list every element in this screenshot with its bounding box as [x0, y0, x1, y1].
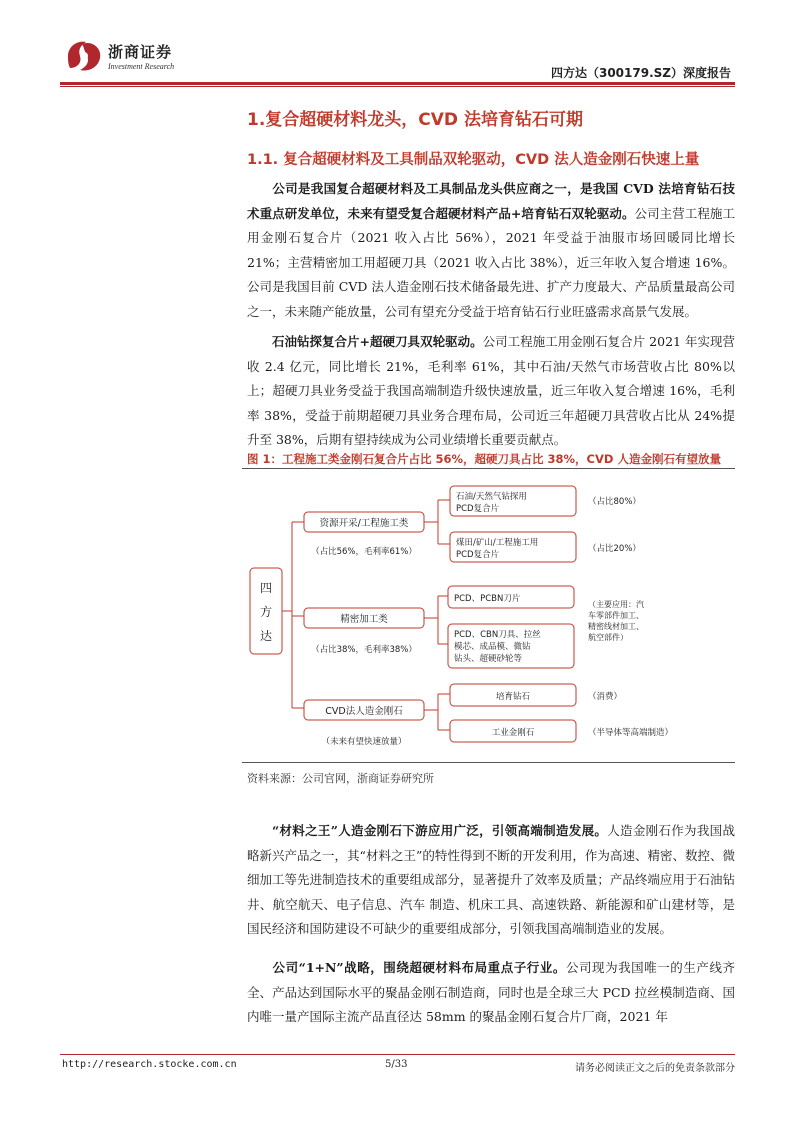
footer-disclaimer: 请务必阅读正文之后的免责条款部分: [575, 1063, 735, 1074]
section-heading: 1.复合超硬材料龙头，CVD 法培育钻石可期: [247, 110, 583, 130]
page-number: 5/33: [385, 1059, 408, 1070]
paragraph-material-king: [247, 819, 735, 942]
root-label-2: 方: [259, 605, 273, 619]
subsection-heading: 1.1. 复合超硬材料及工具制品双轮驱动，CVD 法人造金刚石快速上量: [247, 152, 700, 168]
header-divider-thin: [60, 86, 735, 87]
paragraph-body: 公司主营工程施工用金刚石复合片（2021 收入占比 56%），2021 年受益于油服市场回暖同比增长 21%；主营精密加工用超硬刀具（2021 收入占比 38%），近三年收入复合增速 16%。公司是我国目前 CVD 法人造金刚石技术储备最先进、扩产力度最大、产品质量最高公司之一，未来随产能放量，公司有望充分受益于培育钻石行业旺盛需求高景气发展。: [247, 205, 735, 319]
branch1-child1-note: （占比80%）: [588, 497, 641, 507]
business-structure-diagram: [242, 472, 735, 760]
branch2-child2-line2: 模芯、成品模、微钻: [454, 642, 531, 652]
branch2-child1-text: PCD、PCBN刀片: [454, 594, 521, 604]
paragraph-body: 公司工程施工用金刚石复合片 2021 年实现营收 2.4 亿元，同比增长 21%，毛利率 61%，其中石油/天然气市场营收占比 80%以上；超硬刀具业务受益于我国高端制造升级快速放量，近三年收入复合增速 16%，毛利率 38%，受益于前期超硬刀具业务合理布局，公司近三年超硬刀具营收占比从 24%提升至 38%，后期有望持续成为公司业绩增长重要贡献点。: [247, 334, 735, 448]
branch2-note: （占比38%，毛利率38%）: [311, 645, 417, 655]
branch2-side-note-2: 车零部件加工、: [588, 611, 644, 620]
logo-icon: [64, 38, 104, 74]
paragraph-overview: [247, 177, 735, 325]
root-label-3: 达: [259, 629, 273, 643]
branch1-note: （占比56%，毛利率61%）: [311, 547, 417, 557]
paragraph-body: 人造金刚石作为我国战略新兴产品之一，其“材料之王”的特性得到不断的开发利用，作为高速、精密、数控、微细加工等先进制造技术的重要组成部分，显著提升了效率及质量；产品终端应用于石油钻井、航空航天、电子信息、汽车 制造、机床工具、高速铁路、新能源和矿山建材等，是国民经济和国防建设不可缺少的重要组成部分，引领我国高端制造业的发展。: [247, 823, 735, 937]
logo-subtext: Investment Research: [108, 62, 175, 71]
figure-top-rule: [242, 468, 735, 469]
figure-source: 资料来源：公司官网，浙商证券研究所: [247, 772, 434, 785]
logo-text: 浙商证券: [108, 43, 173, 61]
paragraph-lead: 石油钻探复合片+超硬刀具双轮驱动。: [272, 334, 483, 349]
figure-title: 图 1：工程施工类金刚石复合片占比 56%，超硬刀具占比 38%，CVD 人造金刚石有望放量: [247, 452, 721, 466]
branch2-child2-line3: 钻头、超硬砂轮等: [454, 654, 523, 664]
branch2-side-note-1: （主要应用：汽: [588, 600, 644, 609]
paragraph-body: 公司现为我国唯一的生产线齐全、产品达到国际水平的聚晶金刚石制造商，同时也是全球三大 PCD 拉丝模制造商、国内唯一量产国际主流产品直径达 58mm 的聚晶金刚石复合片厂商，2021 年: [247, 960, 735, 1025]
paragraph-lead: “材料之王”人造金刚石下游应用广泛，引领高端制造发展。: [272, 823, 608, 838]
branch1-child1-line1: 石油/天然气钻探用: [456, 492, 527, 502]
branch1-child1-line2: PCD复合片: [456, 504, 500, 514]
report-title: 四方达（300179.SZ）深度报告: [550, 66, 731, 80]
branch3-label: CVD法人造金刚石: [325, 706, 403, 717]
branch3-child1-note: （消费）: [588, 692, 623, 702]
branch3-child2-note: （半导体等高端制造）: [588, 728, 674, 738]
branch1-child2-line1: 煤田/矿山/工程施工用: [456, 538, 539, 548]
paragraph-strategy: [247, 956, 735, 1030]
figure-bottom-rule: [242, 762, 735, 763]
root-label-1: 四: [259, 581, 273, 595]
branch3-child2-text: 工业金刚石: [491, 728, 535, 738]
branch2-side-note-4: 航空部件）: [588, 633, 628, 642]
branch1-child2-note: （占比20%）: [588, 544, 641, 554]
paragraph-dual-drive: [247, 330, 735, 453]
footer-url[interactable]: http://research.stocke.com.cn: [62, 1059, 237, 1070]
branch1-label: 资源开采/工程施工类: [319, 518, 409, 529]
branch1-child2-line2: PCD复合片: [456, 550, 500, 560]
branch3-note: （未来有望快速放量）: [321, 737, 407, 747]
footer-divider: [60, 1054, 735, 1055]
branch3-child1-text: 培育钻石: [495, 692, 531, 702]
header-divider: [60, 82, 735, 85]
branch2-child2-line1: PCD、CBN刀具、拉丝: [454, 630, 541, 640]
branch2-label: 精密加工类: [340, 614, 388, 625]
branch2-side-note-3: 精密线材加工、: [588, 622, 644, 631]
paragraph-lead: 公司“1+N”战略，围绕超硬材料布局重点子行业。: [272, 960, 566, 975]
paragraph-lead: 公司是我国复合超硬材料及工具制品龙头供应商之一，是我国 CVD 法培育钻石技术重点研发单位，未来有望受复合超硬材料产品+培育钻石双轮驱动。: [247, 181, 735, 221]
